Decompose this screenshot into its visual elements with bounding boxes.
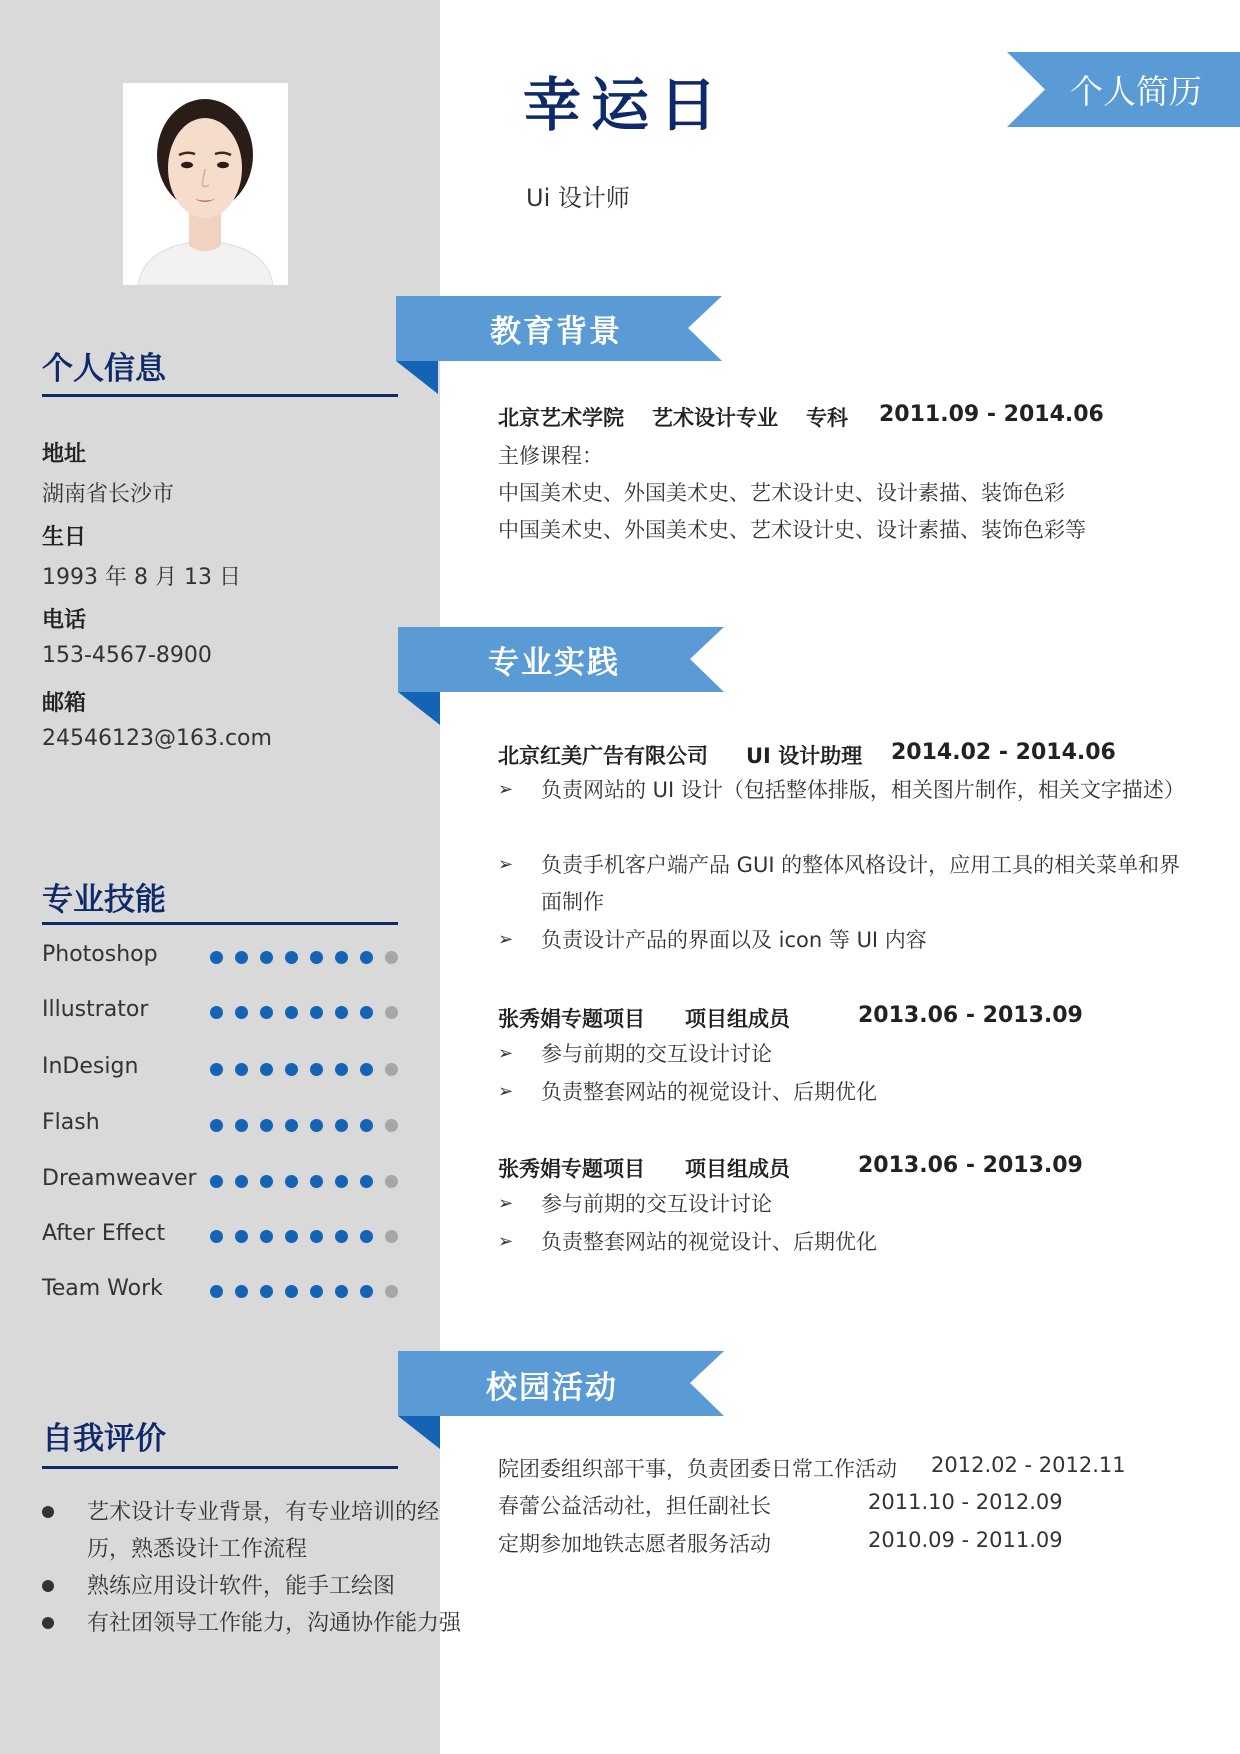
campus-activity: 定期参加地铁志愿者服务活动 — [498, 1532, 771, 1556]
bullet-dot-icon — [42, 1617, 54, 1629]
profile-photo — [123, 83, 288, 285]
courses-label: 主修课程： — [498, 444, 603, 468]
rating-dot-filled — [235, 951, 248, 964]
rating-dot-filled — [260, 1006, 273, 1019]
rating-dot-filled — [260, 951, 273, 964]
rating-dot-filled — [285, 951, 298, 964]
job-bullet: 负责手机客户端产品 GUI 的整体风格设计，应用工具的相关菜单和界面制作 — [541, 853, 1181, 914]
rating-dot-filled — [310, 1119, 323, 1132]
education-dates: 2011.09 - 2014.06 — [879, 402, 1104, 427]
education-heading: 教育背景 — [490, 314, 622, 350]
school-name: 北京艺术学院 — [498, 406, 624, 430]
rating-dot-filled — [235, 1175, 248, 1188]
birthday-label: 生日 — [42, 525, 87, 550]
arrow-bullet-icon: ➢ — [498, 1231, 514, 1252]
major-name: 艺术设计专业 — [652, 406, 778, 430]
rating-dot-filled — [210, 1006, 223, 1019]
rating-dot-filled — [310, 1175, 323, 1188]
job-bullet: 参与前期的交互设计讨论 — [541, 1042, 772, 1066]
address-label: 地址 — [42, 442, 87, 467]
rating-dot-filled — [335, 1285, 348, 1298]
rating-dot-filled — [360, 951, 373, 964]
rating-dot-filled — [210, 1175, 223, 1188]
skills-heading: 专业技能 — [42, 882, 166, 918]
rating-dot-filled — [335, 1006, 348, 1019]
skills-rule — [42, 922, 398, 925]
rating-dot-filled — [235, 1285, 248, 1298]
rating-dot-empty — [385, 1063, 398, 1076]
rating-dot-filled — [335, 1175, 348, 1188]
rating-dot-filled — [260, 1285, 273, 1298]
arrow-bullet-icon: ➢ — [498, 1193, 514, 1214]
campus-activity: 院团委组织部干事，负责团委日常工作活动 — [498, 1457, 897, 1481]
job-dates: 2013.06 - 2013.09 — [858, 1153, 1083, 1178]
courses-line: 中国美术史、外国美术史、艺术设计史、设计素描、装饰色彩等 — [498, 518, 1086, 542]
company-name: 张秀娟专题项目 — [498, 1007, 645, 1031]
skill-name: Dreamweaver — [42, 1166, 197, 1191]
job-bullet: 负责整套网站的视觉设计、后期优化 — [541, 1080, 877, 1104]
skill-row — [42, 1166, 402, 1196]
phone-label: 电话 — [42, 608, 87, 633]
rating-dot-filled — [360, 1230, 373, 1243]
rating-dot-empty — [385, 951, 398, 964]
bullet-dot-icon — [42, 1506, 54, 1518]
rating-dot-filled — [335, 951, 348, 964]
portrait-image — [123, 83, 288, 285]
rating-dot-filled — [210, 951, 223, 964]
skill-name: Illustrator — [42, 997, 149, 1022]
birthday-value: 1993 年 8 月 13 日 — [42, 565, 241, 590]
skill-name: After Effect — [42, 1221, 166, 1246]
rating-dot-empty — [385, 1230, 398, 1243]
rating-dot-filled — [285, 1175, 298, 1188]
rating-dot-filled — [285, 1119, 298, 1132]
resume-label: 个人简历 — [1070, 72, 1202, 111]
rating-dot-filled — [310, 1230, 323, 1243]
skill-name: Team Work — [42, 1276, 163, 1301]
role-name: 项目组成员 — [685, 1157, 790, 1181]
rating-dot-filled — [210, 1063, 223, 1076]
rating-dot-empty — [385, 1119, 398, 1132]
email-value: 24546123@163.com — [42, 726, 272, 751]
job-dates: 2014.02 - 2014.06 — [891, 740, 1116, 765]
company-name: 张秀娟专题项目 — [498, 1157, 645, 1181]
practice-heading: 专业实践 — [488, 645, 620, 681]
skill-row — [42, 997, 402, 1027]
rating-dot-filled — [260, 1119, 273, 1132]
rating-dot-filled — [285, 1230, 298, 1243]
rating-dot-empty — [385, 1175, 398, 1188]
company-name: 北京红美广告有限公司 — [498, 744, 708, 768]
rating-dot-empty — [385, 1285, 398, 1298]
skill-row — [42, 1110, 402, 1140]
campus-dates: 2010.09 - 2011.09 — [868, 1528, 1063, 1552]
arrow-bullet-icon: ➢ — [498, 779, 514, 800]
skill-name: Flash — [42, 1110, 100, 1135]
phone-value: 153-4567-8900 — [42, 643, 212, 668]
rating-dot-filled — [210, 1285, 223, 1298]
personal-info-rule — [42, 394, 398, 397]
evaluation-heading: 自我评价 — [42, 1421, 166, 1457]
address-value: 湖南省长沙市 — [42, 482, 175, 507]
job-title: Ui 设计师 — [526, 184, 630, 212]
rating-dot-filled — [310, 1285, 323, 1298]
rating-dot-filled — [335, 1063, 348, 1076]
email-label: 邮箱 — [42, 691, 87, 716]
skill-row — [42, 1276, 402, 1306]
bullet-dot-icon — [42, 1580, 54, 1592]
job-bullet: 参与前期的交互设计讨论 — [541, 1192, 772, 1216]
rating-dot-filled — [360, 1063, 373, 1076]
rating-dot-filled — [260, 1230, 273, 1243]
evaluation-text: 熟练应用设计软件，能手工绘图 — [87, 1574, 396, 1599]
arrow-bullet-icon: ➢ — [498, 929, 514, 950]
rating-dot-filled — [310, 951, 323, 964]
skill-name: Photoshop — [42, 942, 158, 967]
rating-dot-filled — [210, 1119, 223, 1132]
rating-dot-filled — [285, 1006, 298, 1019]
rating-dot-filled — [235, 1063, 248, 1076]
skill-name: InDesign — [42, 1054, 139, 1079]
skill-row — [42, 942, 402, 972]
role-name: 项目组成员 — [685, 1007, 790, 1031]
evaluation-text: 艺术设计专业背景，有专业培训的经历，熟悉设计工作流程 — [87, 1500, 440, 1562]
skill-row — [42, 1054, 402, 1084]
rating-dot-filled — [235, 1006, 248, 1019]
courses-line: 中国美术史、外国美术史、艺术设计史、设计素描、装饰色彩 — [498, 481, 1065, 505]
rating-dot-filled — [235, 1230, 248, 1243]
rating-dot-filled — [310, 1006, 323, 1019]
arrow-bullet-icon: ➢ — [498, 1081, 514, 1102]
job-dates: 2013.06 - 2013.09 — [858, 1003, 1083, 1028]
job-bullet: 负责设计产品的界面以及 icon 等 UI 内容 — [541, 928, 927, 952]
rating-dot-filled — [335, 1230, 348, 1243]
rating-dot-filled — [360, 1285, 373, 1298]
rating-dot-filled — [285, 1063, 298, 1076]
evaluation-text: 有社团领导工作能力，沟通协作能力强 — [87, 1611, 462, 1636]
rating-dot-filled — [335, 1119, 348, 1132]
rating-dot-filled — [235, 1119, 248, 1132]
rating-dot-filled — [285, 1285, 298, 1298]
rating-dot-empty — [385, 1006, 398, 1019]
campus-activity: 春蕾公益活动社，担任副社长 — [498, 1494, 771, 1518]
job-bullet: 负责网站的 UI 设计（包括整体排版，相关图片制作，相关文字描述） — [541, 778, 1185, 802]
rating-dot-filled — [260, 1063, 273, 1076]
arrow-bullet-icon: ➢ — [498, 1043, 514, 1064]
candidate-name: 幸运日 — [523, 71, 728, 139]
degree-name: 专科 — [806, 406, 848, 430]
rating-dot-filled — [360, 1175, 373, 1188]
rating-dot-filled — [360, 1119, 373, 1132]
campus-heading: 校园活动 — [486, 1370, 618, 1406]
rating-dot-filled — [310, 1063, 323, 1076]
skill-row — [42, 1221, 402, 1251]
rating-dot-filled — [360, 1006, 373, 1019]
campus-dates: 2012.02 - 2012.11 — [931, 1453, 1126, 1477]
rating-dot-filled — [260, 1175, 273, 1188]
evaluation-rule — [42, 1466, 398, 1469]
campus-dates: 2011.10 - 2012.09 — [868, 1490, 1063, 1514]
personal-info-heading: 个人信息 — [42, 351, 166, 387]
rating-dot-filled — [210, 1230, 223, 1243]
arrow-bullet-icon: ➢ — [498, 854, 514, 875]
role-name: UI 设计助理 — [746, 744, 863, 768]
job-bullet: 负责整套网站的视觉设计、后期优化 — [541, 1230, 877, 1254]
